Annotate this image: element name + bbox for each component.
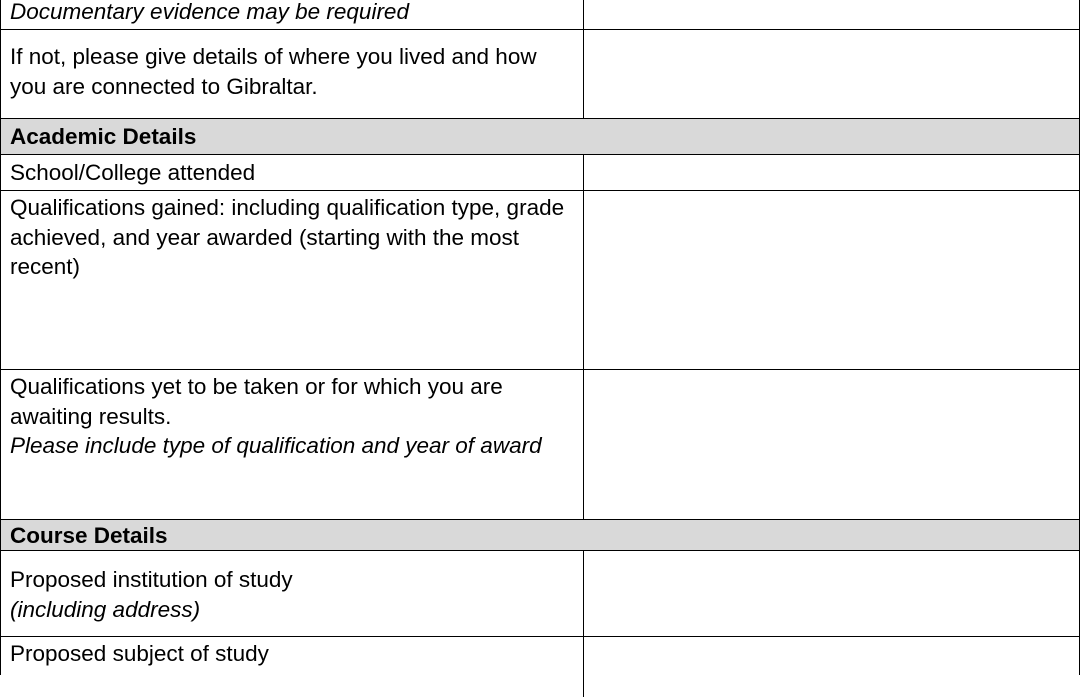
qualifications-gained-text: Qualifications gained: including qualification type, grade achieved, and year awarded (starting with the most recent) bbox=[10, 195, 565, 279]
qualifications-pending-label bbox=[0, 370, 584, 519]
subject-text: Proposed subject of study bbox=[10, 641, 269, 666]
subject-field[interactable] bbox=[584, 637, 1080, 697]
school-text: School/College attended bbox=[10, 160, 256, 185]
connection-details-text: If not, please give details of where you lived and how you are connected to Gibraltar. bbox=[10, 44, 537, 99]
residency-evidence-label bbox=[0, 0, 584, 29]
institution-field[interactable] bbox=[584, 551, 1080, 636]
course-details-heading: Course Details bbox=[0, 520, 1080, 551]
qualifications-gained-label bbox=[0, 191, 584, 369]
qualifications-gained-field[interactable] bbox=[584, 191, 1080, 369]
qualifications-pending-field[interactable] bbox=[584, 370, 1080, 519]
residency-evidence-field[interactable] bbox=[584, 0, 1080, 29]
academic-details-heading: Academic Details bbox=[0, 119, 1080, 155]
institution-label bbox=[0, 551, 584, 636]
connection-details-field[interactable] bbox=[584, 30, 1080, 118]
qualifications-pending-note: Please include type of qualification and year of award bbox=[10, 433, 542, 458]
institution-row bbox=[0, 551, 1080, 637]
subject-label bbox=[0, 637, 584, 697]
evidence-note: Documentary evidence may be required bbox=[10, 0, 409, 24]
connection-details-label bbox=[0, 30, 584, 118]
school-field[interactable] bbox=[584, 155, 1080, 190]
connection-details-row bbox=[0, 30, 1080, 119]
qualifications-gained-row bbox=[0, 191, 1080, 370]
institution-text: Proposed institution of study bbox=[10, 567, 293, 592]
school-label bbox=[0, 155, 584, 190]
institution-note: (including address) bbox=[10, 596, 201, 622]
qualifications-pending-text: Qualifications yet to be taken or for which you are awaiting results. bbox=[10, 374, 503, 429]
qualifications-pending-row bbox=[0, 370, 1080, 520]
subject-row bbox=[0, 637, 1080, 697]
school-row bbox=[0, 155, 1080, 191]
residency-evidence-row bbox=[0, 0, 1080, 30]
